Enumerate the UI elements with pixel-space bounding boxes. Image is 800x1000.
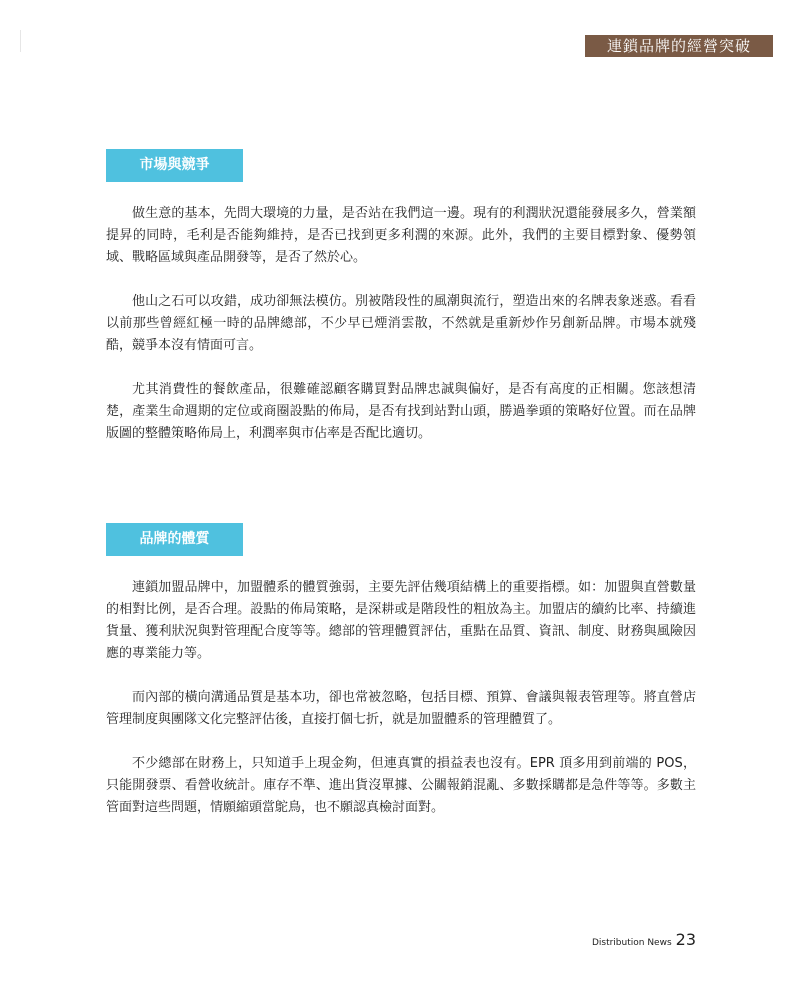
paragraph: 不少總部在財務上，只知道手上現金夠，但連真實的損益表也沒有。EPR 頂多用到前端的 POS，只能開發票、看營收統計。庫存不準、進出貨沒單據、公關報銷混亂、多數採購都是急件等等。多數主管面對這些問題，情願縮頭當鴕鳥，也不願認真檢討面對。 [106,756,696,815]
paragraph: 做生意的基本，先問大環境的力量，是否站在我們這一邊。現有的利潤狀況還能發展多久，營業額提昇的同時，毛利是否能夠維持，是否已找到更多利潤的來源。此外，我們的主要目標對象、優勢領域、戰略區域與產品開發等，是否了然於心。 [106,206,696,265]
paragraph: 他山之石可以攻錯，成功卻無法模仿。別被階段性的風潮與流行，塑造出來的名牌表象迷惑。看看以前那些曾經紅極一時的品牌總部，不少早已煙消雲散，不然就是重新炒作另創新品牌。市場本就殘酷，競爭本沒有情面可言。 [106,294,696,353]
paragraph: 連鎖加盟品牌中，加盟體系的體質強弱，主要先評估幾項結構上的重要指標。如：加盟與直營數量的相對比例，是否合理。設點的佈局策略，是深耕或是階段性的粗放為主。加盟店的續約比率、持續進貨量、獲利狀況與對管理配合度等等。總部的管理體質評估，重點在品質、資訊、制度、財務與風險因應的專業能力等。 [106,580,696,661]
section-tag-brand: 品牌的體質 [106,523,243,556]
paragraph: 尤其消費性的餐飲產品，很難確認顧客購買對品牌忠誠與偏好，是否有高度的正相關。您該想清楚，產業生命週期的定位或商圈設點的佈局，是否有找到站對山頭，勝過拳頭的策略好位置。而在品牌版圖的整體策略佈局上，利潤率與市佔率是否配比適切。 [106,382,696,441]
page-footer [592,930,696,952]
page-corner-mark [20,30,31,52]
section-tag-market: 市場與競爭 [106,149,243,182]
page-number: 23 [675,930,696,949]
paragraph: 而內部的橫向溝通品質是基本功，卻也常被忽略，包括目標、預算、會議與報表管理等。將直營店管理制度與團隊文化完整評估後，直接打個七折，就是加盟體系的管理體質了。 [106,690,696,727]
publication-name: Distribution News [591,938,672,948]
header-banner [585,35,773,57]
header-title: 連鎖品牌的經營突破 [606,37,751,55]
